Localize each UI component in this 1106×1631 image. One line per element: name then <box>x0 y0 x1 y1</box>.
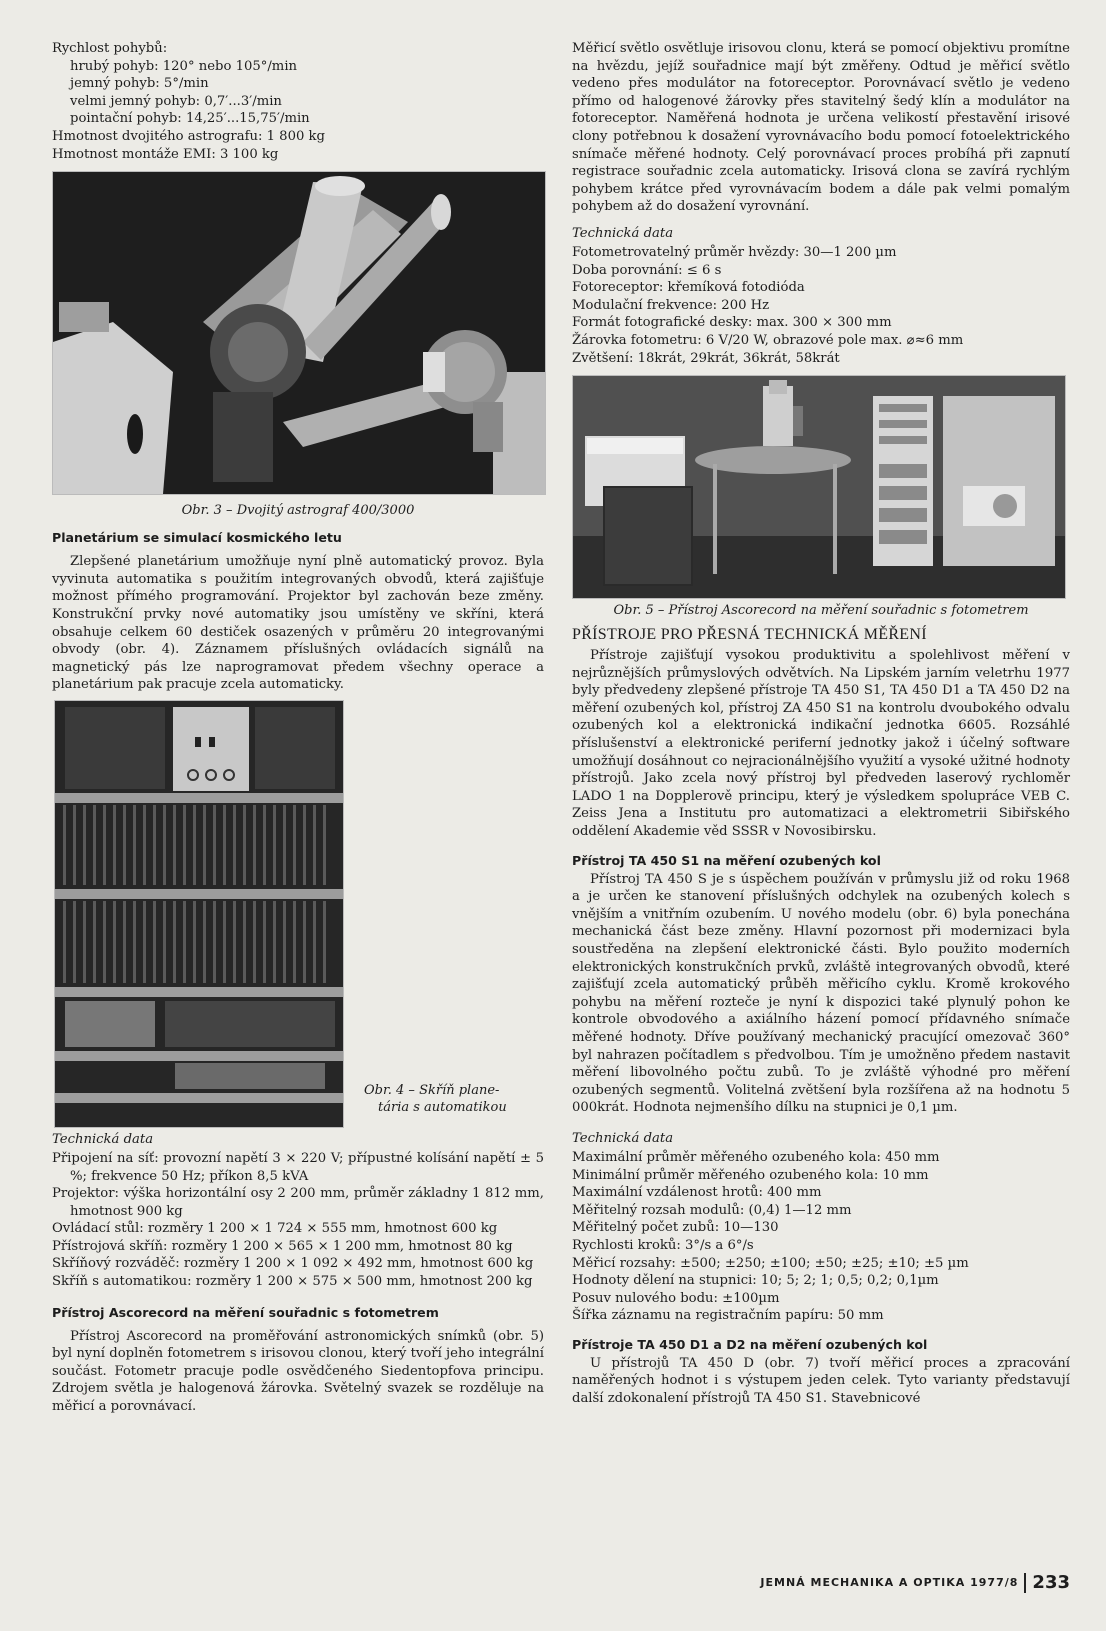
tech-item: Rychlosti kroků: 3°/s a 6°/s <box>572 1237 754 1253</box>
tech-item: Šířka záznamu na registračním papíru: 50 mm <box>572 1308 884 1324</box>
ta450s1-heading: Přístroj TA 450 S1 na měření ozubených kol <box>572 852 881 868</box>
left-column <box>52 40 544 1416</box>
figure-4-caption <box>364 1082 507 1116</box>
mass-astrograph: Hmotnost dvojitého astrografu: 1 800 kg <box>52 128 325 144</box>
ascorecord-body-1: Přístroj Ascorecord na proměřování astronomických snímků (obr. 5) byl nyní doplněn fotometrem s irisovou clonou, který tvoří jeho integrální součást. Fotometr pracuje podle osvědčeného Siedentopfova principu. Zdrojem světla je halogenová žárovka. Světelný svazek se rozděluje na měřicí a porovnávací. <box>52 1328 544 1415</box>
tech-item: Měřicí rozsahy: ±500; ±250; ±100; ±50; ±25; ±10; ±5 µm <box>572 1255 969 1271</box>
ascorecord-body-2: Měřicí světlo osvětluje irisovou clonu, která se pomocí objektivu promítne na hvězdu, jejíž souřadnice mají být změřeny. Odtud je měřicí světlo vedeno přes modulátor na fotoreceptor. Porovnávací světlo je vedeno přímo od halogenové žárovky přes stavitelný šedý klín a modulátor na fotoreceptor. Naměřená hodnota je určena velikostí přestavění irisové clony potřebnou k dosažení vyrovnávacího bodu pomocí fotoelektrického snímače měřené hodnoty. Celý porovnávací proces probíhá při zapnutí registrace souřadnic zcela automaticky. Irisová clona se zavírá rychlým pohybem krátce před vyrovnávacím bodem a dále pak velmi pomalým pohybem až do dosažení vyrovnání. <box>572 41 1070 215</box>
ascorecord-tech-title: Technická data <box>572 225 674 241</box>
ta450s1-body: Přístroj TA 450 S je s úspěchem používán v průmyslu již od roku 1968 a je určen ke stanovení příslušných odchylek na ozubených kolech s vnějším a vnitřním ozubením. U nového modelu (obr. 6) byla ponechána mechanická část beze změny. Hlavní pozornost při modernizaci byla soustředěna na zlepšení elektronické části. Bylo použito moderních elektronických konstrukčních prvků, zvláště integrovaných obvodů, které zajišťují zcela automatický průběh měřicího cyklu. Kromě krokového pohybu na měření rozteče je nyní k dispozici také plynulý pohon ke kontrole obvodového a axiálního házení pomocí přídavného snímače měřené hodnoty. Dříve používaný mechanický pracující omezovač 360° byl nahrazen počítadlem s předvolbou. Tím je umožněno předem nastavit měření libovolného počtu zubů. To je zvláště výhodné pro měření ozubených segmentů. Volitelná zvětšení byla rozšířena až na hodnotu 5 000krát. Hodnota nejmenšího dílku na stupnici je 0,1 µm. <box>572 871 1070 1116</box>
tech-item: Měřitelný počet zubů: 10—130 <box>572 1220 779 1236</box>
planetarium-body: Zlepšené planetárium umožňuje nyní plně automatický provoz. Byla vyvinuta automatika s použitím integrovaných obvodů, která zajišťuje možnost přímého programování. Projektor byl zachován beze změny. Konstrukční prvky nové automatiky jsou umístěny ve skříni, která obsahuje celkem 60 destiček osazených v průměru 20 integrovanými obvody (obr. 4). Záznamem příslušných ovládacích signálů na magnetický pás lze naprogramovat předem všechny operace a planetárium pak pracuje zcela automaticky. <box>52 554 544 693</box>
ascorecord-tech-list <box>572 244 1070 367</box>
tech-item: Formát fotografické desky: max. 300 × 300 mm <box>572 315 892 331</box>
figure-4-photo <box>54 700 344 1128</box>
tech-item: Připojení na síť: provozní napětí 3 × 220 V; přípustné kolísání napětí ± 5 %; frekvence 50 Hz; příkon 8,5 kVA <box>52 1150 544 1184</box>
figure-4-block <box>52 700 544 1130</box>
planetarium-tech-title: Technická data <box>52 1131 154 1147</box>
journal-name: JEMNÁ MECHANIKA A OPTIKA 1977/8 <box>760 1576 1019 1589</box>
tech-item: Přístrojová skříň: rozměry 1 200 × 565 × 1 200 mm, hmotnost 80 kg <box>52 1238 513 1254</box>
tech-item: Modulační frekvence: 200 Hz <box>572 297 770 313</box>
ta450s1-tech-title: Technická data <box>572 1130 674 1146</box>
tech-item: Měřitelný rozsah modulů: (0,4) 1—12 mm <box>572 1202 852 1218</box>
figure-5-photo <box>572 375 1066 599</box>
ta450d-body: U přístrojů TA 450 D (obr. 7) tvoří měřicí proces a zpracování naměřených hodnot i s výstupem jeden celek. Tyto varianty představují další zdokonalení přístrojů TA 450 S1. Stavebnicové <box>572 1355 1070 1407</box>
speed-title: Rychlost pohybů: <box>52 41 168 56</box>
tech-item: Doba porovnání: ≤ 6 s <box>572 262 722 278</box>
tech-item: Fotoreceptor: křemíková fotodióda <box>572 280 805 296</box>
footer-divider <box>1024 1573 1026 1593</box>
tech-item: Skříňový rozváděč: rozměry 1 200 × 1 092 × 492 mm, hmotnost 600 kg <box>52 1256 534 1272</box>
speed-very-fine: velmi jemný pohyb: 0,7′...3′/min <box>70 93 282 109</box>
ascorecord-heading: Přístroj Ascorecord na měření souřadnic s fotometrem <box>52 1304 439 1320</box>
tech-item: Ovládací stůl: rozměry 1 200 × 1 724 × 555 mm, hmotnost 600 kg <box>52 1221 498 1237</box>
speed-pointing: pointační pohyb: 14,25′...15,75′/min <box>70 111 310 127</box>
tech-item: Maximální průměr měřeného ozubeného kola: 450 mm <box>572 1149 940 1165</box>
ta450d-heading: Přístroje TA 450 D1 a D2 na měření ozubených kol <box>572 1336 928 1352</box>
figure-4-caption-line1: Obr. 4 – Skříň plane- <box>364 1082 500 1098</box>
tech-item: Skříň s automatikou: rozměry 1 200 × 575 × 500 mm, hmotnost 200 kg <box>52 1274 533 1290</box>
precision-body: Přístroje zajišťují vysokou produktivitu a spolehlivost měření v nejrůznějších průmyslových odvětvích. Na Lipském jarním veletrhu 1977 byly předvedeny zlepšené přístroje TA 450 S1, TA 450 D1 a TA 450 D2 na měření ozubených kol, přístroj ZA 450 S1 na kontrolu dvoubokého odvalu ozubených kol a elektronická indikační jednotka 6605. Rozsáhlé příslušenství a elektronické periferní jednotky jakož i účelný software umožňují dosáhnout co nejracionálnějšího využití a vysoké užitné hodnoty přístrojů. Jako zcela nový přístroj byl předveden laserový rychloměr LADO 1 na Dopplerově principu, který je výsledkem spolupráce VEB C. Zeiss Jena a Institutu pro automatizaci a elektrometrii Sibiřského oddělení Akademie věd SSSR v Novosibirsku. <box>572 648 1070 840</box>
tech-item: Minimální průměr měřeného ozubeného kola: 10 mm <box>572 1167 929 1183</box>
figure-5-caption: Obr. 5 – Přístroj Ascorecord na měření souřadnic s fotometrem <box>613 603 1029 619</box>
tech-item: Maximální vzdálenost hrotů: 400 mm <box>572 1185 822 1201</box>
ta450s1-tech-list <box>572 1149 1070 1325</box>
figure-4-caption-line2: tária s automatikou <box>378 1099 507 1115</box>
precision-heading: PŘÍSTROJE PRO PŘESNÁ TECHNICKÁ MĚŘENÍ <box>572 626 927 644</box>
speed-coarse: hrubý pohyb: 120° nebo 105°/min <box>70 58 298 74</box>
speed-fine: jemný pohyb: 5°/min <box>70 76 209 92</box>
planetarium-tech-list <box>52 1150 544 1291</box>
figure-3-caption: Obr. 3 – Dvojitý astrograf 400/3000 <box>181 503 415 519</box>
speed-list <box>52 40 544 163</box>
tech-item: Fotometrovatelný průměr hvězdy: 30—1 200 µm <box>572 244 897 260</box>
figure-3-photo <box>52 171 546 495</box>
tech-item: Projektor: výška horizontální osy 2 200 mm, průměr základny 1 812 mm, hmotnost 900 kg <box>52 1186 544 1219</box>
mass-mount: Hmotnost montáže EMI: 3 100 kg <box>52 146 279 162</box>
planetarium-heading: Planetárium se simulací kosmického letu <box>52 530 342 546</box>
page-number: 233 <box>1032 1572 1070 1593</box>
tech-item: Hodnoty dělení na stupnici: 10; 5; 2; 1; 0,5; 0,2; 0,1µm <box>572 1273 939 1289</box>
right-column <box>572 40 1070 1408</box>
tech-item: Posuv nulového bodu: ±100µm <box>572 1290 780 1306</box>
tech-item: Zvětšení: 18krát, 29krát, 36krát, 58krát <box>572 350 840 366</box>
page-footer <box>760 1572 1070 1593</box>
tech-item: Žárovka fotometru: 6 V/20 W, obrazové pole max. ⌀≈6 mm <box>572 332 964 348</box>
